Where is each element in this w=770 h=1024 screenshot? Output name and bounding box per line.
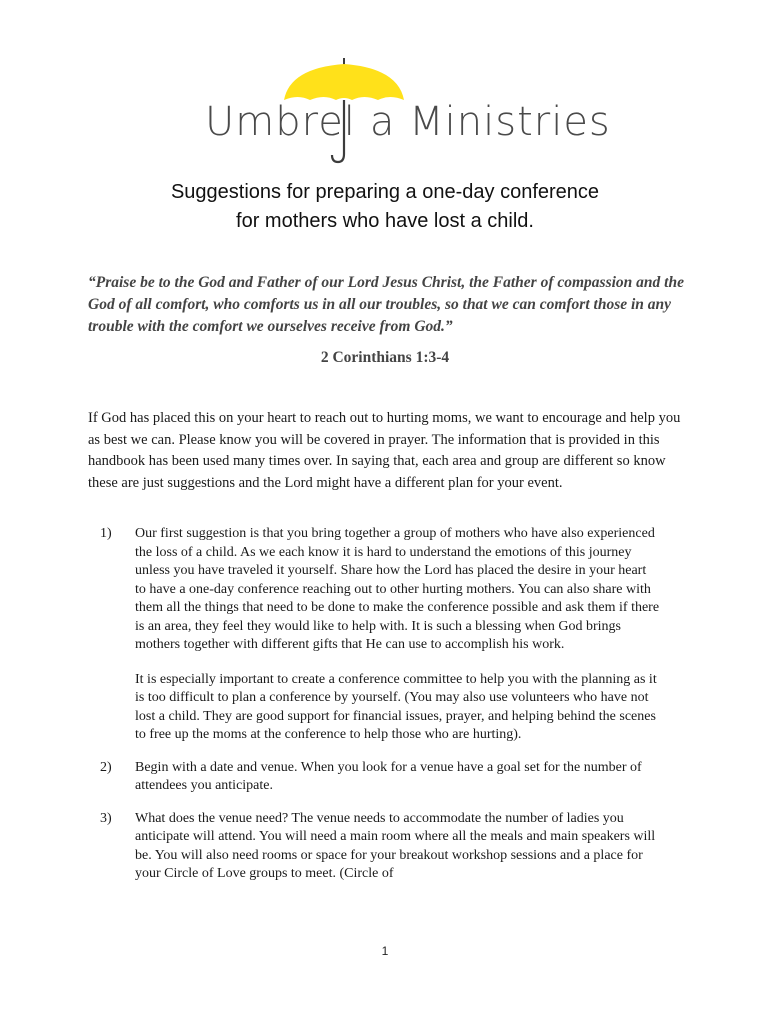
document-title: [0, 178, 770, 236]
intro-paragraph: If God has placed this on your heart to reach out to hurting moms, we want to encourage and help you as best we can. Please know you will be covered in prayer. The information that is provided in this handbook has been used many times over. In saying that, each area and group are different so know these are just suggestions and the Lord might have a different plan for your event.: [88, 410, 681, 491]
list-item-text: What does the venue need? The venue needs to accommodate the number of ladies you anticipate will attend. You will need a main room where all the meals and main speakers will be. You will also need rooms or space for your breakout workshop sessions and a place for your Circle of Love groups to meet. (Circle of: [135, 810, 656, 881]
page-number: 1: [381, 944, 389, 958]
title-line-1: Suggestions for preparing a one-day conference: [170, 181, 600, 203]
list-item: [100, 810, 660, 884]
suggestion-list: [100, 525, 660, 884]
logo-wordmark: [205, 99, 611, 145]
list-item-text: It is especially important to create a conference committee to help you with the planning as it is too difficult to plan a conference by yourself. (You may also use volunteers who have not lost a child. They are good support for financial issues, prayer, and helping behind the scenes to free up the moms at the conference to help those who are hurting).: [135, 671, 657, 742]
list-item-text: Begin with a date and venue. When you look for a venue have a goal set for the number of attendees you anticipate.: [135, 759, 642, 793]
list-item-number: 3): [100, 810, 112, 826]
list-item-number: 1): [100, 526, 112, 541]
logo-text-right: a Ministries: [369, 99, 611, 145]
list-item-number: 2): [100, 759, 112, 775]
logo-text-left: Umbrel: [205, 99, 356, 145]
title-line-2: for mothers who have lost a child.: [236, 210, 534, 232]
list-item: [100, 525, 660, 745]
logo: [200, 56, 611, 166]
scripture-reference: 2 Corinthians 1:3-4: [320, 349, 450, 366]
list-item: [100, 759, 660, 796]
list-item-text: Our first suggestion is that you bring together a group of mothers who have also experienced the loss of a child. As we each know it is hard to understand the emotions of this journey unless you have traveled it yourself. Share how the Lord has placed the desire in your heart to have a one-day conference reaching out to other hurting mothers. You can also share with them all the things that need to be done to make the conference possible and ask them if there is an area, they feel they would like to help with. It is such a blessing when God brings mothers together with different gifts that He can use to accomplish his work.: [135, 526, 660, 652]
scripture-quote: “Praise be to the God and Father of our Lord Jesus Christ, the Father of compassion and the God of all comfort, who comforts us in all our troubles, so that we can comfort those in any trouble with the comfort we ourselves receive from God.”: [88, 274, 684, 335]
